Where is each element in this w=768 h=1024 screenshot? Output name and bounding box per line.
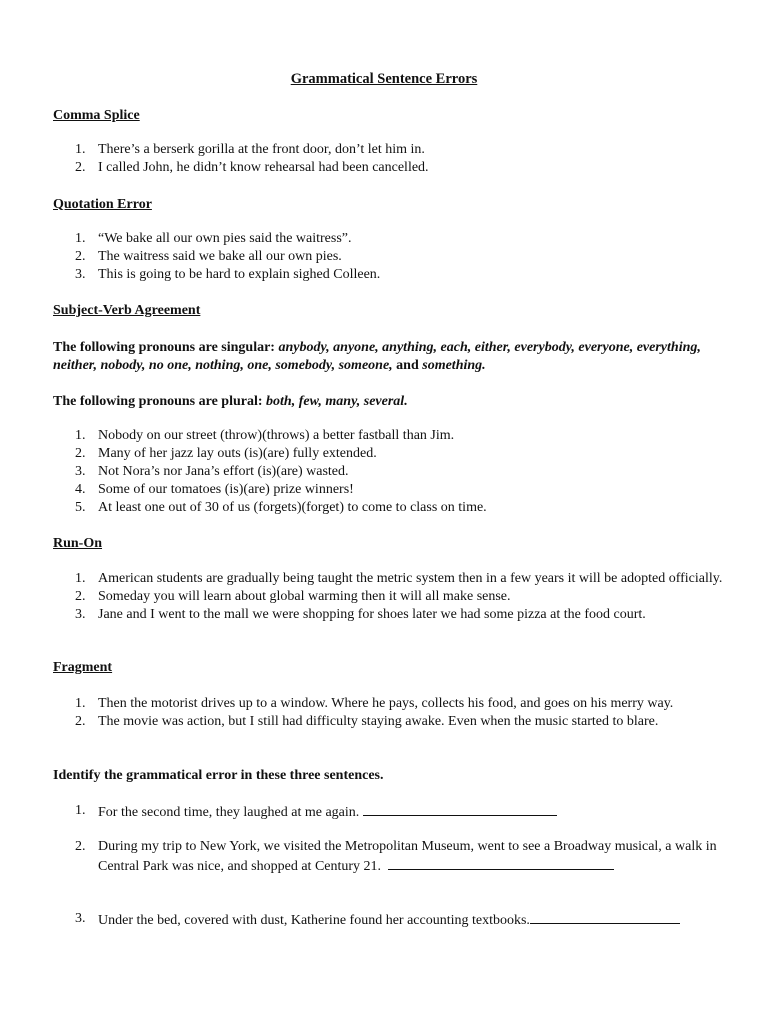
list-item bbox=[53, 838, 723, 876]
item-text: Then the motorist drives up to a window. Where he pays, collects his food, and goes on his merry way. bbox=[98, 696, 674, 711]
list-item bbox=[53, 588, 723, 606]
plural-pronouns-paragraph bbox=[53, 393, 733, 411]
list-item bbox=[53, 713, 723, 731]
item-number: 3. bbox=[75, 464, 86, 479]
item-text: The movie was action, but I still had difficulty staying awake. Even when the music started to blare. bbox=[98, 714, 659, 729]
item-number: 2. bbox=[75, 589, 86, 604]
singular-pronouns-paragraph bbox=[53, 339, 733, 375]
list-item bbox=[53, 463, 723, 481]
item-number: 2. bbox=[75, 160, 86, 175]
item-text: For the second time, they laughed at me again. bbox=[98, 805, 360, 820]
item-text: There’s a berserk gorilla at the front door, don’t let him in. bbox=[98, 142, 425, 157]
item-number: 1. bbox=[75, 231, 86, 246]
plural-lead: The following pronouns are plural: bbox=[53, 394, 263, 409]
answer-blank-1[interactable] bbox=[363, 802, 557, 816]
section-heading-fragment: Fragment bbox=[53, 660, 113, 675]
section-heading-quotation-error: Quotation Error bbox=[53, 197, 152, 212]
item-number: 1. bbox=[75, 428, 86, 443]
list-item bbox=[53, 499, 723, 517]
item-text: “We bake all our own pies said the waitress”. bbox=[98, 231, 352, 246]
item-text: Under the bed, covered with dust, Katherine found her accounting textbooks. bbox=[98, 913, 530, 928]
item-text: During my trip to New York, we visited the Metropolitan Museum, went to see a Broadway musical, a walk in Central Park was nice, and shopped at Century 21. bbox=[98, 839, 717, 874]
item-number: 2. bbox=[75, 249, 86, 264]
list-item bbox=[53, 570, 723, 588]
section-heading-comma-splice: Comma Splice bbox=[53, 108, 140, 123]
answer-blank-3[interactable] bbox=[530, 910, 680, 924]
list-item bbox=[53, 159, 723, 177]
list-item bbox=[53, 445, 723, 463]
item-text: Nobody on our street (throw)(throws) a better fastball than Jim. bbox=[98, 428, 455, 443]
exercise-item-1 bbox=[53, 802, 723, 822]
item-text: Jane and I went to the mall we were shopping for shoes later we had some pizza at the food court. bbox=[98, 607, 646, 622]
item-number: 2. bbox=[75, 839, 86, 854]
item-text: At least one out of 30 of us (forgets)(forget) to come to class on time. bbox=[98, 500, 487, 515]
item-number: 1. bbox=[75, 571, 86, 586]
fragment-list bbox=[53, 695, 723, 731]
exercise-item-3 bbox=[53, 910, 723, 930]
item-number: 2. bbox=[75, 714, 86, 729]
subject-verb-list bbox=[53, 427, 723, 517]
list-item bbox=[53, 248, 723, 266]
item-text: Someday you will learn about global warming then it will all make sense. bbox=[98, 589, 511, 604]
item-number: 5. bbox=[75, 500, 86, 515]
answer-blank-2[interactable] bbox=[388, 856, 614, 870]
item-text: This is going to be hard to explain sighed Colleen. bbox=[98, 267, 381, 282]
quotation-error-list bbox=[53, 230, 723, 284]
list-item bbox=[53, 695, 723, 713]
item-number: 2. bbox=[75, 446, 86, 461]
item-text: The waitress said we bake all our own pies. bbox=[98, 249, 342, 264]
item-number: 3. bbox=[75, 911, 86, 926]
singular-last: something. bbox=[422, 358, 486, 373]
item-number: 3. bbox=[75, 607, 86, 622]
list-item bbox=[53, 230, 723, 248]
item-number: 1. bbox=[75, 142, 86, 157]
item-number: 1. bbox=[75, 803, 86, 818]
item-text: Some of our tomatoes (is)(are) prize winners! bbox=[98, 482, 354, 497]
comma-splice-list bbox=[53, 141, 723, 177]
plural-list: both, few, many, several. bbox=[266, 394, 408, 409]
item-text: Many of her jazz lay outs (is)(are) fully extended. bbox=[98, 446, 377, 461]
item-text: I called John, he didn’t know rehearsal had been cancelled. bbox=[98, 160, 429, 175]
list-item bbox=[53, 802, 723, 822]
section-heading-subject-verb: Subject-Verb Agreement bbox=[53, 303, 201, 318]
page-title: Grammatical Sentence Errors bbox=[290, 71, 478, 87]
item-text: Not Nora’s nor Jana’s effort (is)(are) wasted. bbox=[98, 464, 349, 479]
singular-list: anybody, anyone, anything, each, either, everybody, everyone, everything, neither, nobody, no one, nothing, one, somebody, someone, bbox=[53, 340, 701, 373]
exercise-item-2 bbox=[53, 838, 723, 876]
exercise-instruction: Identify the grammatical error in these three sentences. bbox=[53, 768, 384, 783]
list-item bbox=[53, 266, 723, 284]
list-item bbox=[53, 606, 723, 624]
item-number: 3. bbox=[75, 267, 86, 282]
list-item bbox=[53, 141, 723, 159]
item-number: 1. bbox=[75, 696, 86, 711]
list-item bbox=[53, 481, 723, 499]
item-number: 4. bbox=[75, 482, 86, 497]
singular-lead: The following pronouns are singular: bbox=[53, 340, 275, 355]
section-heading-run-on: Run-On bbox=[53, 536, 103, 551]
list-item bbox=[53, 427, 723, 445]
singular-and: and bbox=[396, 358, 419, 373]
list-item bbox=[53, 910, 723, 930]
item-text: American students are gradually being taught the metric system then in a few years it will be adopted officially. bbox=[98, 571, 723, 586]
run-on-list bbox=[53, 570, 723, 624]
